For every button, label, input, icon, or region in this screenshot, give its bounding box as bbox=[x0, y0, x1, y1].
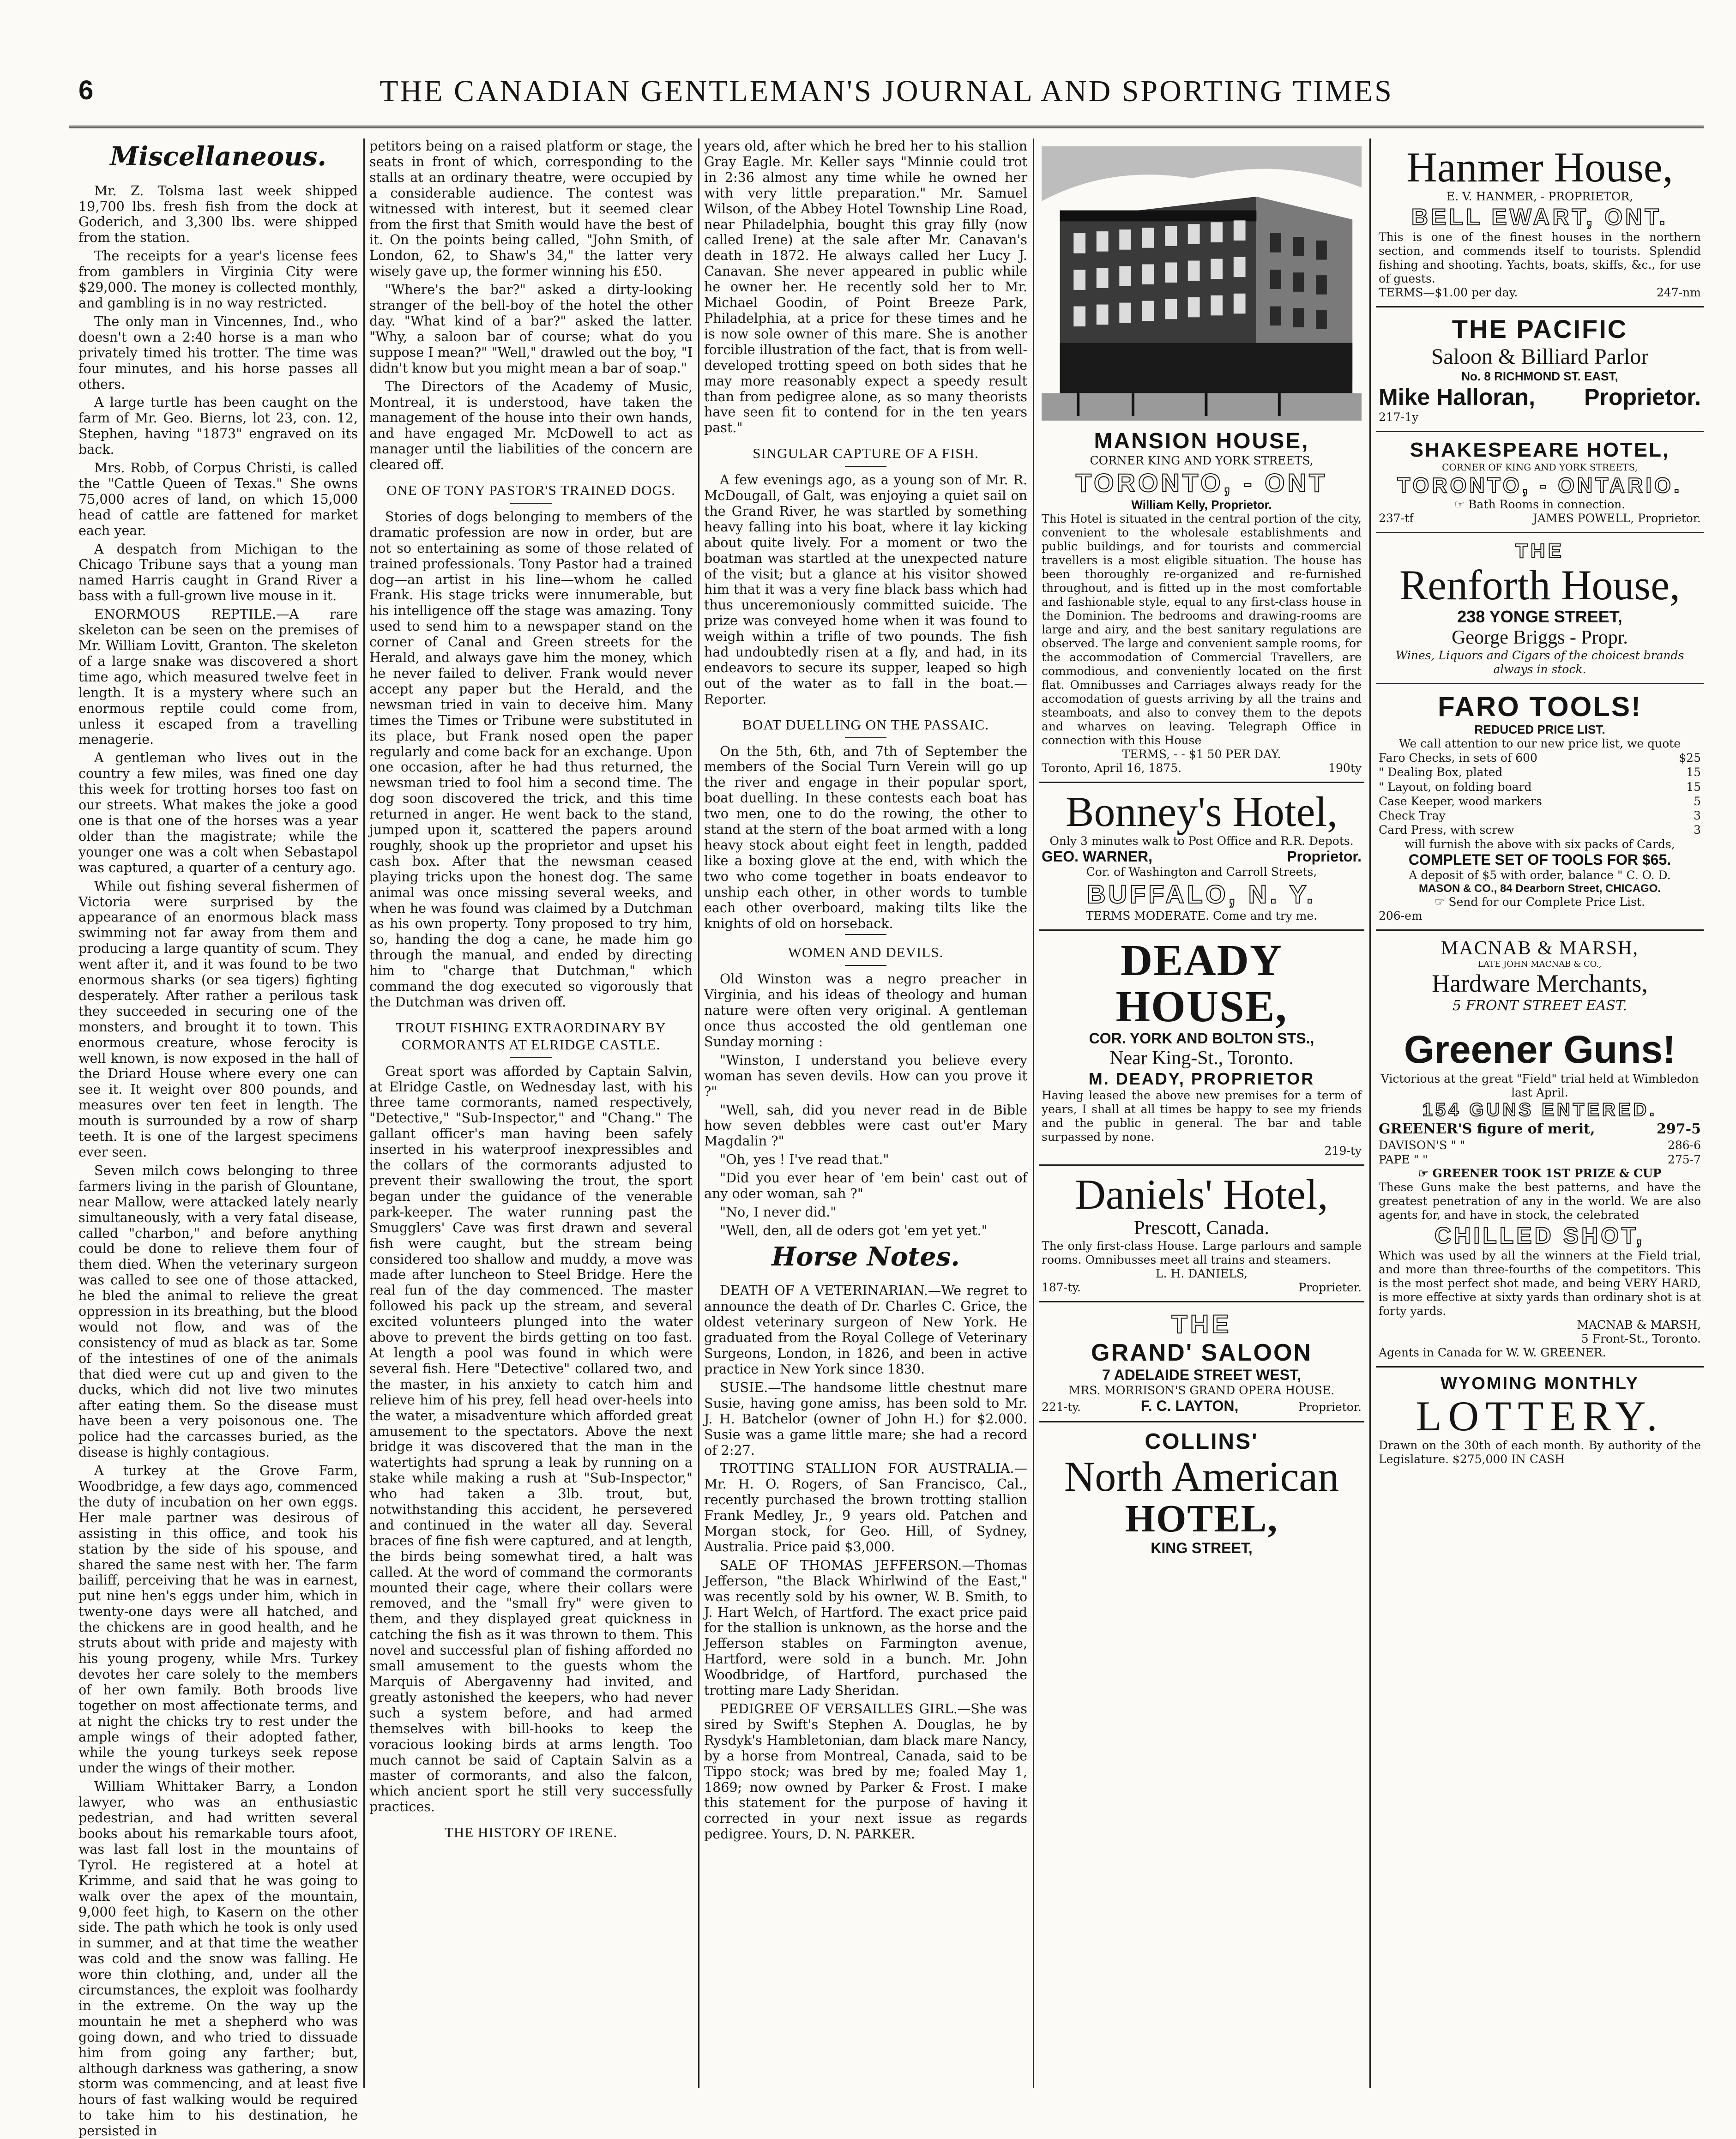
bonneys-hotel-proprietor-name: GEO. WARNER, bbox=[1042, 848, 1153, 865]
article-paragraph: DEATH OF A VETERINARIAN.—We regret to announce the death of Dr. Charles C. Grice, the oldest veterinary surgeon of New York. He graduated from the Royal College of Veterinary Surgeons, London, in 1826, and been in active practice in New York since 1830. bbox=[704, 1283, 1027, 1377]
ad-pacific-saloon bbox=[1376, 307, 1704, 432]
deady-house-name: DEADY HOUSE, bbox=[1115, 935, 1288, 1031]
section-heading-horse-notes: Horse Notes. bbox=[772, 1241, 960, 1272]
article-paragraph: years old, after which he bred her to his stallion Gray Eagle. Mr. Keller says "Minnie could trot in 2:36 almost any time while he owned her with very little preparation." Mr. Samuel Wilson, of the Abbey Hotel Township Line Road, near Philadelphia, bought this gray filly (now called Irene) at the sale after Mr. Canavan's death in 1872. He always called her Lucy J. Canavan. She never appeared in public while he owner her. He recently sold her to Mr. Michael Goodin, of Point Breeze Park, Philadelphia, at a price for these times and he is now sole owner of this mare. She is another forcible illustration of the fact, that is from well-developed trotting speed on both sides that he may more reasonably expect a speedy result than from pedigree alone, as so many theorists have seen fit to contend for in the ten years past." bbox=[704, 139, 1027, 436]
mansion-house-description: This Hotel is situated in the central portion of the city, convenient to the wholesale establishments and public buildings, and for tourists and commercial travellers is a most eligible situation. The house has been thoroughly re-organized and re-furnished throughout, and is fitted up in the most comfortable and fashionable style, equal to any first-class house in the Dominion. The bedrooms and drawing-rooms are large and airy, and the best sanitary regulations are observed. The large and convenient sample rooms, for the accommodation of Commercial Travellers, are commodious, and conveniently located on the first flat. Omnibusses and Carriages always ready for the accomodation of guests arriving by all the trains and steamboats, and also to convey them to the depots and wharves on leaving. Telegraph Office in connection with this House bbox=[1042, 512, 1362, 747]
article-paragraph: William Whittaker Barry, a London lawyer, who was an enthusiastic pedestrian, and had written several books about his remarkable tours afoot, was last fall lost in the mountains of Tyrol. He registered at a hotel at Krimme, and said that he was going to walk over the apex of the mountain, 9,000 feet high, to Kasern on the other side. The path which he took is only used in summer, and at that time the weather was cold and the snow was falling. He wore thin clothing, and, under all the circumstances, the exploit was foolhardy in the extreme. On the way up the mountain he met a shepherd who was going down, and who tried to dissuade him from going any farther; but, although darkness was gathering, a snow storm was commencing, and at least five hours of fast walking would be required to take him to his destination, he persisted in bbox=[78, 1779, 358, 2139]
grand-saloon-code: 221-ty. bbox=[1042, 1400, 1081, 1414]
ad-greener-guns bbox=[1376, 1021, 1704, 1368]
article-paragraph: Old Winston was a negro preacher in Virginia, and his ideas of theology and human nature were often very original. A gentleman once thus accosted the old gentleman one Sunday morning : bbox=[704, 971, 1027, 1049]
faro-tools-subtitle: REDUCED PRICE LIST. bbox=[1474, 723, 1605, 737]
article-paragraph: PEDIGREE OF VERSAILLES GIRL.—She was sired by Swift's Stephen A. Douglas, he by Rysdyk's Hambletonian, dam black mare Nancy, by a horse from Montreal, Canada, said to be Tippo stock; was bred by me; foaled May 1, 1869; now owned by Parker & Frost. I make this statement for the purpose of having it corrected in your next issue as regards pedigree. Yours, D. N. PARKER. bbox=[704, 1701, 1027, 1842]
article-heading-trout-fishing: TROUT FISHING EXTRAORDINARY BY CORMORANTS AT ELRIDGE CASTLE. bbox=[396, 1019, 666, 1053]
bonneys-hotel-address: Cor. of Washington and Carroll Streets, bbox=[1086, 865, 1317, 879]
shakespeare-hotel-city: TORONTO, - ONTARIO. bbox=[1397, 473, 1682, 497]
column-divider bbox=[1369, 139, 1371, 2088]
masthead-title: THE CANADIAN GENTLEMAN'S JOURNAL AND SPORTING TIMES bbox=[380, 74, 1393, 108]
macnab-marsh-address: 5 FRONT STREET EAST. bbox=[1452, 998, 1628, 1014]
hanmer-house-code: 247-nm bbox=[1657, 285, 1701, 299]
figure-item bbox=[1379, 1121, 1701, 1138]
article-paragraph: SALE OF THOMAS JEFFERSON.—Thomas Jefferson, "the Black Whirlwind of the East," was recently sold by his owner, W. B. Smith, to J. Hart Welch, of Hartford. The exact price paid for the stallion is unknown, as the horse and the Jefferson stables on Farmington avenue, Hartford, were sold in a bunch. Mr. John Woodbridge, of Hartford, purchased the trotting mare Lady Sheridan. bbox=[704, 1557, 1027, 1699]
bonneys-hotel-name: Bonney's Hotel, bbox=[1066, 788, 1338, 835]
greener-guns-body: These Guns make the best patterns, and have the greatest penetration of any in the world. We are also agents for, and have in stock, the celebrated bbox=[1379, 1181, 1701, 1222]
shakespeare-hotel-name: SHAKESPEARE HOTEL, bbox=[1410, 438, 1670, 461]
macnab-marsh-late: LATE JOHN MACNAB & CO., bbox=[1478, 959, 1602, 969]
chilled-shot-address: 5 Front-St., Toronto. bbox=[1581, 1332, 1701, 1346]
article-paragraph: "Where's the bar?" asked a dirty-looking stranger of the bell-boy of the hotel the other day. "What kind of a bar?" asked the latter. "Why, a saloon bar of course; what do you suppose I mean?" "Well," drawled out the boy, "I didn't know but you might mean a bar of soap." bbox=[369, 282, 693, 376]
mansion-house-address: CORNER KING AND YORK STREETS, bbox=[1090, 454, 1314, 467]
collins-hotel-line1: North American bbox=[1064, 1452, 1339, 1500]
pacific-saloon-address: No. 8 RICHMOND ST. EAST, bbox=[1461, 369, 1618, 383]
article-paragraph: "Winston, I understand you believe every woman has seven devils. How can you prove it ?" bbox=[704, 1052, 1027, 1099]
bonneys-hotel-proprietor-title: Proprietor. bbox=[1287, 848, 1362, 865]
ad-mansion-house bbox=[1039, 139, 1364, 783]
bonneys-hotel-description: Only 3 minutes walk to Post Office and R.R. Depots. bbox=[1049, 834, 1354, 848]
article-paragraph: "Well, den, all de oders got 'em yet yet." bbox=[720, 1223, 988, 1238]
price-list-item bbox=[1379, 808, 1701, 823]
figure-value: 275-7 bbox=[1667, 1153, 1701, 1167]
pacific-saloon-name: THE PACIFIC bbox=[1452, 314, 1628, 343]
article-paragraph: "No, I never did." bbox=[720, 1205, 837, 1220]
article-paragraph: Seven milch cows belonging to three farmers living in the parish of Glountane, near Mallow, were attacked lately nearly simultaneously, with a very fatal disease, called "charbon," and before anything could be done to relieve them four of them died. When the veterinary surgeon was called to see one of those attacked, he bled the animal to relieve the great oppression in its breathing, but the blood would not flow, and was of the consistency of mud as black as tar. Some of the intestines of one of the animals that died were cut up and given to the ducks, which did not live two minutes after eating them. So the disease must have been a very poisonous one. The police had the carcasses buried, as the disease is highly contagious. bbox=[78, 1163, 358, 1460]
hanmer-house-terms: TERMS—$1.00 per day. bbox=[1379, 285, 1518, 299]
deady-house-proprietor: M. DEADY, PROPRIETOR bbox=[1088, 1069, 1315, 1089]
bonneys-hotel-city: BUFFALO, N. Y. bbox=[1087, 879, 1316, 909]
hanmer-house-owner: E. V. HANMER, - PROPRIETOR, bbox=[1446, 189, 1634, 203]
ad-deady-house bbox=[1039, 931, 1364, 1166]
daniels-hotel-name: Daniels' Hotel, bbox=[1075, 1171, 1328, 1218]
article-paragraph: A large turtle has been caught on the farm of Mr. Geo. Bierns, lot 23, con. 12, Stephen, having "1873" engraved on its back. bbox=[78, 395, 358, 458]
faro-price-list bbox=[1379, 751, 1701, 838]
wyoming-lottery-lottery: LOTTERY. bbox=[1416, 1392, 1664, 1440]
section-rule bbox=[845, 934, 886, 935]
chilled-shot-name: CHILLED SHOT, bbox=[1435, 1223, 1645, 1249]
article-paragraph: Mrs. Robb, of Corpus Christi, is called the "Cattle Queen of Texas." She owns 75,000 acres of land, on which 15,000 head of cattle are fattened for market each year. bbox=[78, 460, 358, 538]
column-three bbox=[704, 139, 1027, 2088]
heading-rule bbox=[510, 503, 552, 504]
ad-bonneys-hotel bbox=[1039, 783, 1364, 931]
ad-hanmer-house bbox=[1376, 139, 1704, 307]
collins-hotel-street: KING STREET, bbox=[1151, 1539, 1253, 1556]
article-paragraph: The only man in Vincennes, Ind., who doesn't own a 2:40 horse is a man who privately timed his trotter. The time was four minutes, and his horse passes all others. bbox=[78, 313, 358, 392]
article-heading-irene: THE HISTORY OF IRENE. bbox=[444, 1824, 618, 1841]
chilled-shot-signature: MACNAB & MARSH, bbox=[1577, 1318, 1701, 1332]
grand-saloon-proprietor-title: Proprietor. bbox=[1298, 1400, 1362, 1414]
heading-rule bbox=[845, 965, 886, 966]
faro-tools-mason: MASON & CO., 84 Dearborn Street, CHICAGO. bbox=[1418, 882, 1661, 895]
renforth-house-address: 238 YONGE STREET, bbox=[1457, 607, 1622, 627]
ad-macnab-marsh bbox=[1376, 931, 1704, 1021]
column-adverts-right bbox=[1376, 139, 1704, 2088]
mansion-house-proprietor: William Kelly, Proprietor. bbox=[1131, 498, 1272, 512]
section-heading-miscellaneous: Miscellaneous. bbox=[110, 141, 326, 172]
article-paragraph: A few evenings ago, as a young son of Mr. R. McDougall, of Galt, was enjoying a quiet sail on the Grand River, he was startled by something heavy falling into his boat, where it lay kicking about quite lively. For a moment or two the boatman was startled at the unexpected nature of the visit; but a glance at his visitor showed him that it was a very fine black bass which had thus unceremoniously committed suicide. The prize was conveyed home when it was found to weigh within a trifle of two pounds. The fish had undoubtedly risen at a fly, and had, in its endeavors to secure its supper, leaped so high out of the water as to fall in the boat.—Reporter. bbox=[704, 472, 1027, 707]
faro-tools-code: 206-em bbox=[1379, 909, 1423, 922]
collins-hotel-owner: COLLINS' bbox=[1145, 1429, 1259, 1454]
faro-tools-furnish: will furnish the above with six packs of Cards, bbox=[1404, 837, 1675, 851]
price-item-value: 5 bbox=[1694, 794, 1701, 808]
mansion-house-engraving bbox=[1042, 145, 1362, 422]
price-item-value: 15 bbox=[1686, 765, 1701, 779]
column-divider bbox=[363, 139, 365, 2088]
figure-label: GREENER'S figure of merit, bbox=[1379, 1121, 1595, 1138]
grand-saloon-name: GRAND' SALOON bbox=[1091, 1339, 1312, 1366]
article-paragraph: The receipts for a year's license fees from gamblers in Virginia City were $29,000. The money is collected monthly, and gambling is in no way restricted. bbox=[78, 248, 358, 311]
faro-tools-complete-set: COMPLETE SET OF TOOLS FOR $65. bbox=[1408, 851, 1671, 868]
figure-label: PAPE " " bbox=[1379, 1153, 1428, 1167]
mansion-house-terms: TERMS, - - $1 50 PER DAY. bbox=[1122, 747, 1281, 761]
grand-saloon-proprietor-name: F. C. LAYTON, bbox=[1140, 1397, 1239, 1414]
deady-house-code: 219-ty bbox=[1324, 1144, 1362, 1158]
pacific-saloon-proprietor-name: Mike Halloran, bbox=[1379, 384, 1535, 410]
column-two bbox=[369, 139, 693, 2088]
heading-rule bbox=[845, 737, 886, 738]
article-paragraph: A turkey at the Grove Farm, Woodbridge, a few days ago, commenced the duty of incubation on her own eggs. Her male partner was desirous of assisting in this office, and took his station by the side of his spouse, and shared the same nest with her. The farm bailiff, perceiving that he was in earnest, put nine hen's eggs under him, which in twenty-one days were all hatched, and the chickens are in good health, and he struts about with pride and majesty with his young progeny, while Mrs. Turkey devotes her care solely to the members of her own family. Both broods live together on most affectionate terms, and at night the chicks try to rest under the ample wings of their adopted father, while the young turkeys seek repose under the wings of their mother. bbox=[78, 1463, 358, 1776]
figure-label: DAVISON'S " " bbox=[1379, 1138, 1465, 1152]
article-paragraph: Mr. Z. Tolsma last week shipped 19,700 lbs. fresh fish from the dock at Goderich, and 3,300 lbs. were shipped from the station. bbox=[78, 183, 358, 246]
heading-rule bbox=[845, 466, 886, 467]
greener-guns-count: 154 GUNS ENTERED. bbox=[1422, 1100, 1658, 1121]
header-rule bbox=[69, 126, 1704, 128]
article-heading-women-devils: WOMEN AND DEVILS. bbox=[788, 944, 944, 961]
ad-shakespeare-hotel bbox=[1376, 432, 1704, 533]
shakespeare-hotel-bath: ☞ Bath Rooms in connection. bbox=[1454, 497, 1626, 511]
ad-wyoming-lottery bbox=[1376, 1368, 1704, 1473]
price-list-item bbox=[1379, 823, 1701, 837]
faro-tools-send: ☞ Send for our Complete Price List. bbox=[1435, 895, 1645, 909]
shakespeare-hotel-code: 237-tf bbox=[1379, 511, 1414, 525]
shakespeare-hotel-address: CORNER OF KING AND YORK STREETS, bbox=[1442, 461, 1638, 473]
price-item-value: 3 bbox=[1694, 809, 1701, 823]
faro-tools-intro: We call attention to our new price list, we quote bbox=[1398, 737, 1681, 751]
grand-saloon-the: THE bbox=[1171, 1309, 1232, 1338]
column-miscellaneous bbox=[78, 139, 358, 2139]
column-divider bbox=[1033, 139, 1034, 2088]
daniels-hotel-description: The only first-class House. Large parlours and sample rooms. Omnibusses meet all trains and steamers. bbox=[1042, 1239, 1362, 1266]
column-divider bbox=[698, 139, 699, 2088]
column-adverts-hotels bbox=[1039, 139, 1364, 2088]
hanmer-house-description: This is one of the finest houses in the northern section, and commends itself to tourists. Splendid fishing and shooting. Yachts, boats, skiffs, &c., for use of guests. bbox=[1379, 230, 1701, 285]
ad-faro-tools bbox=[1376, 684, 1704, 931]
greener-guns-name: Greener Guns! bbox=[1404, 1028, 1676, 1072]
mansion-house-name: MANSION HOUSE, bbox=[1094, 429, 1309, 453]
ad-renforth-house bbox=[1376, 533, 1704, 685]
daniels-hotel-title: Proprieter. bbox=[1298, 1280, 1362, 1294]
renforth-house-name: Renforth House, bbox=[1399, 561, 1681, 609]
price-item-label: Card Press, with screw bbox=[1379, 823, 1514, 837]
pacific-saloon-code: 217-1y bbox=[1379, 410, 1419, 424]
wyoming-lottery-name: WYOMING MONTHLY bbox=[1441, 1374, 1639, 1394]
article-paragraph: Great sport was afforded by Captain Salvin, at Elridge Castle, on Wednesday last, with his three tame cormorants, named respectively, "Detective," "Sub-Inspector," and "Chang." The gallant officer's man having been safely inserted in his waterproof inexpressibles and the collars of the cormorants adjusted to prevent their swallowing the trout, the sport began under the guidance of the venerable park-keeper. The water running past the Smugglers' Cave was first drawn and several fish were caught, but the stream being considered too shallow and muddy, a move was made after luncheon to Steel Bridge. Here the real fun of the day commenced. The master followed his pack up the stream, and several excited volunteers plunged into the water above to prevent the birds getting on too fast. At length a pool was found in which were several fish. Here "Detective" collared two, and the master, in his anxiety to catch him and relieve him of his prey, fell head over-heels into the water, a misadventure which afforded great amusement to the spectators. Above the next bridge it was discovered that the man in the watertights had sprung a leak by running on a stake while making a rush at "Sub-Inspector," who had taken a 3lb. trout, but, notwithstanding this accident, he persevered and continued in the water all day. Several braces of fine fish were captured, and at length, the birds being somewhat tired, a halt was called. At the word of command the cormorants mounted their cage, where their collars were removed, and the "small fry" were given to them, and they displayed great quickness in catching the fish as it was thrown to them. This novel and successful plan of fishing afforded no small amusement to the guests whom the Marquis of Abergavenny had invited, and greatly astonished the keepers, who had never such a system before, and had armed themselves with bill-hooks to keep the voracious looking birds at arms length. Too much cannot be said of Captain Salvin as a master of cormorants, and also the falcon, which ancient sport he still very successfully practices. bbox=[369, 1063, 693, 1815]
price-list-item bbox=[1379, 794, 1701, 808]
grand-saloon-near: MRS. MORRISON'S GRAND OPERA HOUSE. bbox=[1068, 1383, 1335, 1397]
pacific-saloon-proprietor-title: Proprietor. bbox=[1584, 384, 1701, 410]
page-header bbox=[69, 69, 1704, 120]
macnab-marsh-name: MACNAB & MARSH, bbox=[1441, 937, 1639, 959]
price-item-value: 3 bbox=[1694, 823, 1701, 837]
article-paragraph: A despatch from Michigan to the Chicago Tribune says that a young man named Harris caught in Grand River a bass with a full-grown live mouse in it. bbox=[78, 541, 358, 604]
ad-grand-saloon bbox=[1039, 1302, 1364, 1422]
article-paragraph: ENORMOUS REPTILE.—A rare skeleton can be seen on the premises of Mr. William Lovitt, Granton. The skeleton of a large snake was discovered a short time ago, which measured twelve feet in length. It is a mystery where such an enormous reptile could come from, unless it escaped from a travelling menagerie. bbox=[78, 607, 358, 747]
article-paragraph: SUSIE.—The handsome little chestnut mare Susie, having gone amiss, has been sold to Mr. J. H. Batchelor (owner of John H.) for $2.000. Susie was a game little mare; she had a record of 2:27. bbox=[704, 1380, 1027, 1458]
price-item-label: Faro Checks, in sets of 600 bbox=[1379, 751, 1537, 765]
price-item-label: " Layout, on folding board bbox=[1379, 780, 1532, 794]
wyoming-lottery-body: Drawn on the 30th of each month. By authority of the Legislature. $275,000 IN CASH bbox=[1379, 1438, 1701, 1466]
price-list-item bbox=[1379, 780, 1701, 794]
article-paragraph: While out fishing several fishermen of Victoria were surprised by the appearance of an enormous black mass swimming not far away from them and producing a large quantity of scum. They went after it, and it was found to be two enormous sharks (or sea tigers) fighting desperately. After rather a perilous task they succeeded in securing one of the monsters, and brought it to town. This enormous creature, whose ferocity is well known, is now exposed in the hall of the Driard House where every one can see it. It weight over 800 pounds, and measures over ten feet in length. The mouth is surrounded by a row of sharp teeth. It is one of the largest specimens ever seen. bbox=[78, 878, 358, 1160]
price-item-label: Case Keeper, wood markers bbox=[1379, 794, 1542, 808]
price-list-item bbox=[1379, 765, 1701, 779]
collins-hotel-line2: HOTEL, bbox=[1125, 1497, 1278, 1541]
daniels-hotel-code: 187-ty. bbox=[1042, 1280, 1081, 1294]
hanmer-house-name: Hanmer House, bbox=[1406, 144, 1673, 191]
article-heading-fish: SINGULAR CAPTURE OF A FISH. bbox=[753, 445, 979, 462]
hanmer-house-city: BELL EWART, ONT. bbox=[1411, 204, 1669, 230]
article-paragraph: TROTTING STALLION FOR AUSTRALIA.—Mr. H. O. Rogers, of San Francisco, Cal., recently purchased the brown trotting stallion Frank Medley, Jr., 9 years old. Patchen and Morgan stock, for Geo. Hill, of Sydney, Australia. Price paid $3,000. bbox=[704, 1461, 1027, 1555]
bonneys-hotel-terms: TERMS MODERATE. Come and try me. bbox=[1085, 909, 1318, 922]
pacific-saloon-subtitle: Saloon & Billiard Parlor bbox=[1431, 344, 1649, 369]
greener-guns-prize: ☞ GREENER TOOK 1ST PRIZE & CUP bbox=[1418, 1167, 1662, 1181]
page-number: 6 bbox=[78, 75, 94, 105]
article-paragraph: "Did you ever hear of 'em bein' cast out of any oder woman, sah ?" bbox=[704, 1170, 1027, 1202]
article-paragraph: "Oh, yes ! I've read that." bbox=[720, 1152, 889, 1168]
price-item-value: $25 bbox=[1679, 751, 1701, 765]
mansion-house-code: 190ty bbox=[1328, 761, 1362, 775]
renforth-house-description: Wines, Liquors and Cigars of the choicest brands always in stock. bbox=[1395, 649, 1684, 676]
greener-guns-description: Victorious at the great "Field" trial held at Wimbledon last April. bbox=[1380, 1072, 1699, 1100]
figure-value: 286-6 bbox=[1667, 1138, 1701, 1152]
article-paragraph: The Directors of the Academy of Music, Montreal, it is understood, have taken the management of the house into their own hands, and have engaged Mr. McDowell to act as manager until the liabilities of the concern are cleared off. bbox=[369, 379, 693, 473]
price-list-item bbox=[1379, 751, 1701, 765]
figure-item bbox=[1379, 1152, 1701, 1167]
article-paragraph: A gentleman who lives out in the country a few miles, was fined one day this week for trotting horses too fast on our streets. What makes the joke a good one is that one of the horses was a year older than the magistrate; while the younger one was a colt when Sebastapol was captured, a quarter of a century ago. bbox=[78, 750, 358, 875]
greener-figures-list bbox=[1379, 1121, 1701, 1167]
grand-saloon-address: 7 ADELAIDE STREET WEST, bbox=[1102, 1366, 1301, 1383]
chilled-shot-agents: Agents in Canada for W. W. GREENER. bbox=[1379, 1346, 1606, 1360]
renforth-house-proprietor: George Briggs - Propr. bbox=[1452, 627, 1628, 649]
mansion-house-city: TORONTO, - ONT bbox=[1075, 468, 1328, 497]
price-item-value: 15 bbox=[1686, 780, 1701, 794]
article-paragraph: Stories of dogs belonging to members of the dramatic profession are now in order, but are not so entertaining as some of those related of trained professionals. Tony Pastor had a trained dog—an artist in his line—whom he called Frank. His stage tricks were innumerable, but his intelligence off the stage was amazing. Tony used to send him to a newspaper stand on the corner of Canal and Green streets for the Herald, and always gave him the money, which he never failed to deliver. Frank would never accept any paper but the Herald, and the newsman tried in vain to deceive him. Many times the Times or Tribune were substituted in its place, but Frank nosed open the paper regularly and come back for an exchange. Upon one occasion, after he had thus returned, the newsman tried to fool him a second time. The dog soon discovered the trick, and this time returned in anger. He went back to the stand, jumped upon it, scattered the papers around roughly, shook up the proprietor and upset his cash box. After that the newsman ceased playing tricks upon the honest dog. The same animal was once missing several weeks, and when he was found was claimed by a Dutchman as his own property. Tony proposed to try him, so, handing the dog a cane, he made him go through the manual, and ended by directing him to "charge that Dutchman," which command the dog executed so vigorously that the Dutchman was driven off. bbox=[369, 509, 693, 1010]
renforth-house-the: THE bbox=[1515, 539, 1564, 562]
deady-house-description: Having leased the above new premises for a term of years, I shall at all times be happy to see my friends and the public in general. The bar and table surpassed by none. bbox=[1042, 1089, 1362, 1144]
daniels-hotel-owner: L. H. DANIELS, bbox=[1155, 1266, 1248, 1280]
mansion-house-date: Toronto, April 16, 1875. bbox=[1042, 761, 1182, 775]
article-paragraph: petitors being on a raised platform or stage, the seats in front of which, corresponding to the stalls at an ordinary theatre, were occupied by a considerable audience. The contest was witnessed with interest, but it seemed clear from the first that Smith would have the best of it. On the points being called, "John Smith, of London, 62, to Shaw's 34," the latter very wisely gave up, the former winning his £50. bbox=[369, 139, 693, 279]
shakespeare-hotel-proprietor: JAMES POWELL, Proprietor. bbox=[1532, 511, 1701, 525]
ad-collins-hotel bbox=[1039, 1422, 1364, 1563]
price-item-label: Check Tray bbox=[1379, 809, 1446, 823]
faro-tools-name: FARO TOOLS! bbox=[1438, 691, 1642, 723]
deady-house-address: COR. YORK AND BOLTON STS., bbox=[1089, 1030, 1314, 1047]
chilled-shot-body: Which was used by all the winners at the Field trial, and more than three-fourths of the competitors. This is the most perfect shot made, and being VERY HARD, is more effective at sixty yards than ordinary shot is at forty yards. bbox=[1379, 1249, 1701, 1318]
ad-daniels-hotel bbox=[1039, 1166, 1364, 1302]
figure-item bbox=[1379, 1138, 1701, 1152]
heading-rule bbox=[510, 1057, 552, 1058]
macnab-marsh-line: Hardware Merchants, bbox=[1432, 970, 1648, 998]
price-item-label: " Dealing Box, plated bbox=[1379, 765, 1503, 779]
article-paragraph: On the 5th, 6th, and 7th of September the members of the Social Turn Verein will go up the river and engage in their popular sport, boat duelling. In these contests each boat has two men, one to do the rowing, the other to stand at the stern of the boat armed with a long heavy stock about eight feet in length, padded like a boxing glove at the end, with which the two who come together in boats endeavor to unship each other, in other words to tumble each other overboard, making tilts like the knights of old on horseback. bbox=[704, 743, 1027, 931]
daniels-hotel-city: Prescott, Canada. bbox=[1134, 1217, 1269, 1239]
article-heading-boat-duelling: BOAT DUELLING ON THE PASSAIC. bbox=[742, 716, 989, 733]
article-paragraph: "Well, sah, did you never read in de Bible how seven debbles were cast out'er Mary Magdalin ?" bbox=[704, 1102, 1027, 1149]
faro-tools-deposit: A deposit of $5 with order, balance " C. O. D. bbox=[1409, 868, 1671, 882]
deady-house-near: Near King-St., Toronto. bbox=[1109, 1048, 1294, 1069]
article-heading-trained-dogs: ONE OF TONY PASTOR'S TRAINED DOGS. bbox=[386, 482, 675, 499]
figure-value: 297-5 bbox=[1657, 1121, 1701, 1138]
